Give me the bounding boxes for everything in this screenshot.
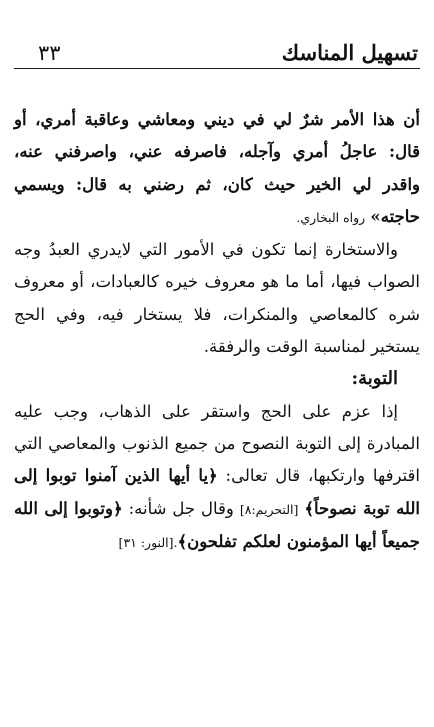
istikhara-paragraph: والاستخارة إنما تكون في الأمور التي لايدري العبدُ وجه الصواب فيها، أما ما هو معروف خيره كالعبادات، أو معروف شره كالمعاصي والمنكرات، فلا يستخار فيه، وفي الحج يستخير لمناسبة الوقت والرفقة. [14,240,420,357]
quran-verse-tahrim: ﴿يا أيها الذين آمنوا توبوا إلى الله توبة نصوحاً﴾ [14,466,420,518]
verse-reference-tahrim: [التحريم:٨] [239,501,299,517]
tawba-intro: إذا عزم على الحج واستقر على الذهاب، وجب عليه المبادرة إلى التوبة النصوح من جميع الذنوب والمعاصي التي اقترفها وارتكبها، قال تعالى: [14,401,421,486]
header-divider [14,68,420,69]
section-heading-tawba: التوبة: [351,368,398,390]
running-header [14,40,420,68]
page-body [14,104,420,559]
tawba-paragraph [14,396,420,559]
hadith-text: أن هذا الأمر شرٌ لي في ديني ومعاشي وعاقبة أمري، أو قال: عاجلُ أمري وآجله، فاصرفه عني، واصرفني عنه، واقدر لي الخير حيث كان، ثم رضني به قال: ويسمي حاجته» [14,110,420,226]
hadith-citation: رواه البخاري. [296,209,366,225]
quran-verse-nur: ﴿وتوبوا إلى الله جميعاً أيها المؤمنون لعلكم تفلحون﴾ [14,498,420,551]
book-title: تسهيل المناسك [281,40,418,65]
verse-reference-nur: .[النور: ٣١] [118,534,178,550]
connector-text: وقال جل شأنه: [128,498,234,518]
book-page [14,0,420,727]
hadith-paragraph [14,104,420,234]
page-number: ٣٣ [38,41,61,65]
